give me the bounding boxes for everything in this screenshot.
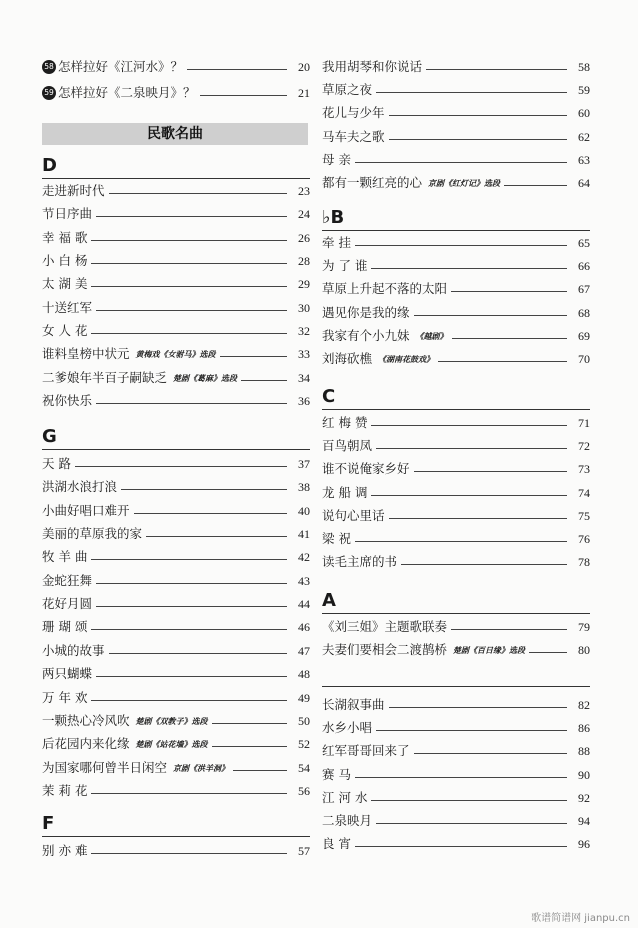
toc-entry[interactable]	[42, 593, 310, 611]
leader-line	[376, 92, 567, 93]
entry-title: 花好月圆	[42, 596, 93, 612]
leader-line	[96, 606, 287, 607]
leader-line	[438, 361, 567, 362]
entry-title: 遇见你是我的缘	[322, 304, 410, 320]
toc-entry[interactable]	[42, 390, 310, 408]
page-number: 69	[578, 328, 590, 343]
entry-title: 洪湖水浪打浪	[42, 479, 118, 495]
leader-line	[355, 541, 567, 542]
page-number: 24	[298, 207, 310, 222]
leader-line	[376, 823, 567, 824]
watermark: 歌谱简谱网 jianpu.cn	[531, 913, 630, 924]
entry-note: 楚剧《站花墙》选段	[135, 739, 208, 750]
entry-title: 十送红军	[42, 299, 93, 315]
page-number: 63	[578, 152, 590, 167]
entry-title: 怎样拉好《江河水》？	[58, 59, 184, 74]
entry-title: 水乡小唱	[322, 720, 373, 736]
page-number: 66	[578, 259, 590, 274]
leader-line	[376, 730, 567, 731]
toc-entry[interactable]	[322, 505, 590, 523]
toc-entry[interactable]	[322, 232, 590, 250]
leader-line	[389, 518, 567, 519]
toc-entry[interactable]	[42, 320, 310, 338]
leader-line	[355, 846, 567, 847]
toc-entry[interactable]	[42, 640, 310, 658]
leader-line	[96, 310, 287, 311]
leader-line	[75, 466, 287, 467]
toc-entry[interactable]	[42, 757, 310, 775]
page-number: 80	[578, 643, 590, 658]
leader-line	[96, 676, 287, 677]
toc-entry[interactable]	[42, 840, 310, 858]
leader-line	[109, 193, 287, 194]
leader-line	[414, 315, 567, 316]
entry-title: 后花园内来化缘	[42, 736, 130, 752]
toc-entry[interactable]	[322, 740, 590, 758]
page-number: 88	[578, 744, 590, 759]
page-number: 34	[298, 370, 310, 385]
page-number: 72	[578, 439, 590, 454]
toc-entry[interactable]	[42, 250, 310, 268]
leader-line	[371, 495, 567, 496]
page-number: 74	[578, 485, 590, 500]
entry-title: 别 亦 难	[42, 843, 88, 858]
page-number: 65	[578, 236, 590, 250]
toc-entry[interactable]	[42, 476, 310, 494]
page-number: 73	[578, 462, 590, 477]
entry-title: 马车夫之歌	[322, 128, 385, 144]
leader-line	[389, 139, 567, 140]
leader-line	[452, 338, 567, 339]
page-number: 42	[298, 550, 310, 565]
leader-line	[146, 536, 287, 537]
page-number: 47	[298, 643, 310, 658]
leader-line	[389, 115, 567, 116]
toc-entry[interactable]	[42, 523, 310, 541]
page-number: 52	[298, 737, 310, 752]
leader-line	[529, 652, 567, 653]
entry-title: 花儿与少年	[322, 105, 385, 121]
toc-entry[interactable]	[42, 297, 310, 315]
toc-entry[interactable]	[42, 227, 310, 245]
toc-entry[interactable]	[322, 278, 590, 296]
entry-note: 楚剧《葛麻》选段	[173, 372, 238, 383]
leader-line	[426, 69, 567, 70]
toc-entry[interactable]	[322, 79, 590, 97]
leader-line	[212, 746, 287, 747]
toc-entry[interactable]	[42, 56, 310, 74]
entry-title: 草原之夜	[322, 82, 373, 98]
entry-title: 万 年 欢	[42, 689, 88, 705]
toc-entry[interactable]	[322, 458, 590, 476]
page-number: 37	[298, 457, 310, 471]
page-number: 56	[298, 783, 310, 798]
toc-entry[interactable]	[42, 733, 310, 751]
toc-entry[interactable]	[322, 172, 590, 190]
page-number: 58	[578, 60, 590, 74]
entry-title: 读毛主席的书	[322, 554, 398, 570]
section-banner: 民歌名曲	[42, 123, 308, 145]
page-number: 71	[578, 416, 590, 430]
entry-title: 幸 福 歌	[42, 229, 88, 245]
leader-line	[371, 268, 567, 269]
toc-entry[interactable]	[322, 528, 590, 546]
page-number: 40	[298, 503, 310, 518]
entry-note: 楚剧《双教子》选段	[135, 715, 208, 726]
leader-line	[200, 95, 287, 96]
entry-title: 红军哥哥回来了	[322, 743, 410, 759]
leader-line	[212, 723, 287, 724]
page-number: 75	[578, 508, 590, 523]
page-number: 21	[298, 86, 310, 100]
toc-entry[interactable]	[322, 348, 590, 366]
entry-note: 《越剧》	[415, 330, 448, 341]
toc-entry[interactable]	[322, 412, 590, 430]
entry-title: 金蛇狂舞	[42, 572, 93, 588]
toc-entry[interactable]	[322, 325, 590, 343]
entry-title: 我用胡琴和你说话	[322, 59, 423, 74]
page-number: 90	[578, 767, 590, 782]
page-number: 41	[298, 527, 310, 542]
leader-line	[134, 513, 287, 514]
toc-entry[interactable]	[322, 102, 590, 120]
entry-title: 梁 祝	[322, 531, 351, 546]
leader-line	[187, 69, 287, 70]
leader-line	[504, 185, 567, 186]
leader-line	[121, 489, 287, 490]
section-rule	[322, 686, 590, 687]
entry-note: 《湖南花鼓戏》	[378, 354, 435, 364]
page-number: 64	[578, 176, 590, 190]
key-header: D	[42, 156, 310, 179]
leader-line	[91, 629, 287, 630]
page-number: 94	[578, 814, 590, 828]
entry-title: 二泉映月	[322, 813, 373, 828]
leader-line	[414, 753, 567, 754]
toc-entry[interactable]	[322, 694, 590, 712]
entry-title: 百鸟朝凤	[322, 438, 373, 454]
leader-line	[91, 286, 287, 287]
entry-title: 珊 瑚 颂	[42, 619, 88, 635]
toc-entry[interactable]	[42, 273, 310, 291]
leader-line	[376, 448, 567, 449]
toc-entry[interactable]	[42, 82, 310, 100]
page-number: 26	[298, 230, 310, 245]
leader-line	[355, 777, 567, 778]
entry-title: 为国家哪何曾半日闲空	[42, 759, 168, 775]
leader-line	[91, 853, 287, 854]
page-number: 29	[298, 277, 310, 292]
entry-title: 《刘三姐》主题歌联奏	[322, 619, 448, 634]
entry-title: 牵 挂	[322, 235, 351, 250]
leader-line	[91, 333, 287, 334]
toc-entry[interactable]	[322, 551, 590, 569]
page-number: 48	[298, 667, 310, 682]
page-number: 70	[578, 352, 590, 366]
page-number: 92	[578, 790, 590, 805]
entry-title: 我家有个小九妹	[322, 327, 410, 343]
leader-line	[91, 700, 287, 701]
entry-title: 天 路	[42, 456, 71, 471]
entry-note: 京剧《红灯记》选段	[428, 178, 501, 188]
entry-title: 太 湖 美	[42, 276, 88, 292]
entry-title: 长湖叙事曲	[322, 697, 385, 712]
entry-title: 说句心里话	[322, 507, 385, 523]
page-number: 33	[298, 347, 310, 362]
entry-title: 一颗热心冷风吹	[42, 712, 130, 728]
toc-entry[interactable]	[322, 764, 590, 782]
page-number: 50	[298, 713, 310, 728]
leader-line	[451, 629, 567, 630]
toc-entry[interactable]	[322, 149, 590, 167]
entry-title: 谁料皇榜中状元	[42, 346, 130, 362]
number-badge: 58	[42, 60, 56, 74]
toc-entry[interactable]	[322, 302, 590, 320]
leader-line	[109, 653, 287, 654]
page-number: 38	[298, 480, 310, 495]
entry-title: 母 亲	[322, 151, 351, 167]
page-number: 23	[298, 184, 310, 198]
leader-line	[91, 559, 287, 560]
page-number: 76	[578, 532, 590, 546]
leader-line	[96, 216, 287, 217]
page-number: 62	[578, 129, 590, 144]
toc-entry[interactable]	[42, 367, 310, 385]
page-number: 36	[298, 394, 310, 409]
leader-line	[371, 800, 567, 801]
page-number: 79	[578, 620, 590, 634]
toc-entry[interactable]	[42, 663, 310, 681]
entry-title: 小 白 杨	[42, 253, 88, 269]
entry-title: 节日序曲	[42, 206, 93, 222]
key-header: C	[322, 387, 590, 410]
toc-entry[interactable]	[42, 780, 310, 798]
entry-title: 茉 莉 花	[42, 782, 88, 798]
toc-entry[interactable]	[42, 343, 310, 361]
leader-line	[220, 356, 287, 357]
entry-title: 为 了 谁	[322, 258, 368, 274]
page-number: 96	[578, 837, 590, 852]
leader-line	[96, 403, 287, 404]
entry-title: 谁不说俺家乡好	[322, 461, 410, 477]
leader-line	[355, 245, 567, 246]
leader-line	[91, 240, 287, 241]
toc-entry[interactable]	[42, 453, 310, 471]
leader-line	[241, 380, 287, 381]
page-number: 54	[298, 760, 310, 775]
leader-line	[91, 263, 287, 264]
toc-entry[interactable]	[42, 616, 310, 634]
entry-title: 二爹娘年半百子嗣缺乏	[42, 369, 168, 385]
toc-entry[interactable]	[322, 435, 590, 453]
toc-entry[interactable]	[42, 546, 310, 564]
leader-line	[451, 291, 567, 292]
entry-title: 良 宵	[322, 836, 351, 852]
key-header: F	[42, 814, 310, 837]
leader-line	[96, 583, 287, 584]
toc-entry[interactable]	[322, 639, 590, 657]
entry-title: 祝你快乐	[42, 393, 93, 409]
page-number: 46	[298, 620, 310, 635]
toc-entry[interactable]	[322, 126, 590, 144]
entry-title: 赛 马	[322, 766, 351, 782]
toc-entry[interactable]	[322, 482, 590, 500]
leader-line	[91, 793, 287, 794]
entry-title: 走进新时代	[42, 183, 105, 198]
toc-entry[interactable]	[322, 787, 590, 805]
leader-line	[389, 707, 567, 708]
leader-line	[401, 564, 567, 565]
leader-line	[371, 425, 567, 426]
leader-line	[414, 471, 567, 472]
page-number: 28	[298, 254, 310, 269]
toc-entry[interactable]	[322, 717, 590, 735]
page-number: 30	[298, 300, 310, 315]
entry-note: 黄梅戏《女驸马》选段	[135, 349, 216, 360]
toc-entry[interactable]	[42, 203, 310, 221]
toc-entry[interactable]	[322, 56, 590, 74]
key-header: ♭B	[322, 208, 590, 231]
page-number: 60	[578, 106, 590, 121]
key-header: G	[42, 427, 310, 450]
page-number: 59	[578, 83, 590, 98]
page-number: 86	[578, 721, 590, 736]
entry-title: 草原上升起不落的太阳	[322, 281, 448, 297]
entry-title: 女 人 花	[42, 323, 88, 339]
entry-title: 刘海砍樵	[322, 351, 373, 366]
entry-title: 牧 羊 曲	[42, 549, 88, 565]
entry-title: 红 梅 赞	[322, 415, 368, 430]
toc-entry[interactable]	[42, 180, 310, 198]
entry-title: 龙 船 调	[322, 484, 368, 500]
page-number: 82	[578, 698, 590, 712]
entry-note: 楚剧《百日缘》选段	[453, 645, 526, 656]
entry-note: 京剧《洪羊洞》	[173, 762, 230, 773]
toc-entry[interactable]	[322, 255, 590, 273]
toc-entry[interactable]	[42, 500, 310, 518]
page-number: 49	[298, 690, 310, 705]
toc-entry[interactable]	[322, 833, 590, 851]
number-badge: 59	[42, 86, 56, 100]
entry-title: 美丽的草原我的家	[42, 526, 143, 542]
page-number: 32	[298, 324, 310, 339]
entry-title: 夫妻们要相会二渡鹊桥	[322, 642, 448, 658]
key-header: A	[322, 591, 590, 614]
toc-entry[interactable]	[42, 687, 310, 705]
toc-entry[interactable]	[42, 710, 310, 728]
page-number: 43	[298, 573, 310, 588]
entry-title: 怎样拉好《二泉映月》？	[58, 85, 196, 100]
entry-title: 都有一颗红亮的心	[322, 175, 423, 190]
leader-line	[233, 770, 287, 771]
entry-title: 两只蝴蝶	[42, 666, 93, 682]
leader-line	[355, 162, 567, 163]
page-number: 44	[298, 597, 310, 612]
page-number: 57	[298, 844, 310, 858]
toc-entry[interactable]	[322, 616, 590, 634]
entry-title: 小城的故事	[42, 642, 105, 658]
page-number: 68	[578, 305, 590, 320]
entry-title: 江 河 水	[322, 789, 368, 805]
toc-entry[interactable]	[322, 810, 590, 828]
page-number: 67	[578, 282, 590, 297]
entry-title: 小曲好唱口难开	[42, 502, 130, 518]
page-number: 78	[578, 555, 590, 570]
toc-entry[interactable]	[42, 570, 310, 588]
page-number: 20	[298, 60, 310, 74]
